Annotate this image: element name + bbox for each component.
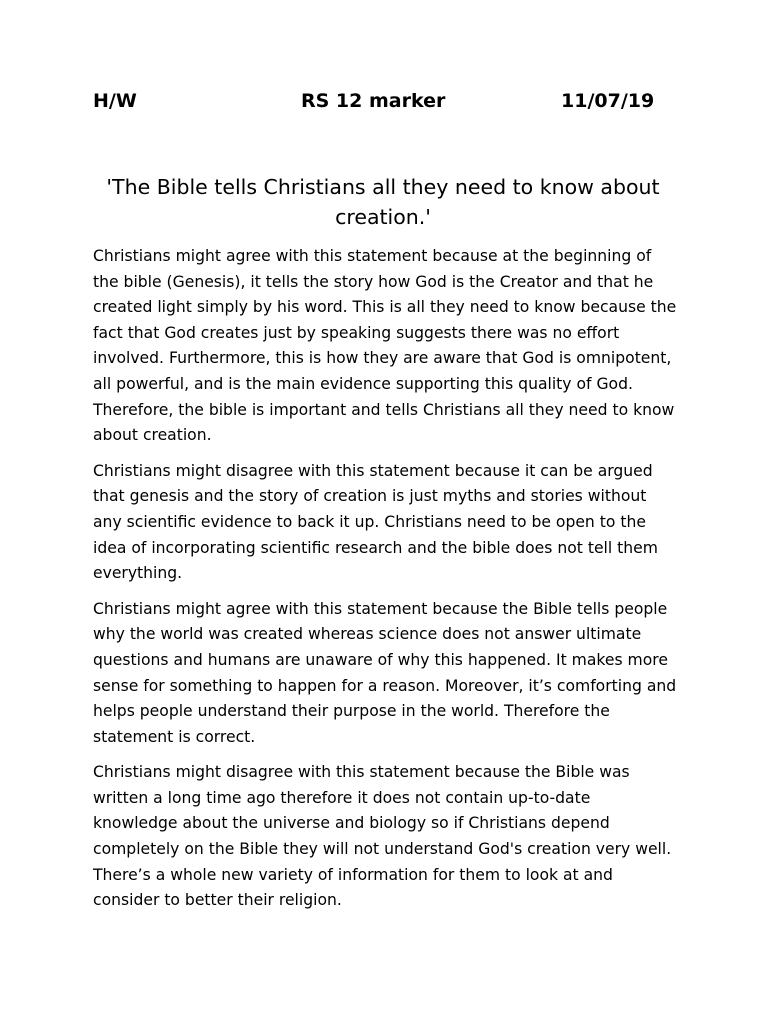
paragraph-disagree-science: Christians might disagree with this statement because it can be argued that genesis and the story of creation is just myths and stories without any scientific evidence to back it up. Christians need to be open to the idea of incorporating scientific research and the bible does not tell them everything. (93, 461, 658, 583)
paragraph-agree-genesis: Christians might agree with this statement because at the beginning of the bible (Genesis), it tells the story how God is the Creator and that he created light simply by his word. This is all they need to know because the fact that God creates just by speaking suggests there was no effort involved. Furthermore, this is how they are aware that God is omnipotent, all powerful, and is the main evidence supporting this quality of God. Therefore, the bible is important and tells Christians all they need to know about creation. (93, 247, 677, 445)
paragraph-agree-purpose: Christians might agree with this statement because the Bible tells people why the world was created whereas science does not answer ultimate questions and humans are unaware of why this happened. It makes more sense for something to happen for a reason. Moreover, it’s comforting and helps people understand their purpose in the world. Therefore the statement is correct. (93, 599, 677, 746)
homework-label: H/W (93, 90, 137, 112)
assignment-label: RS 12 marker (301, 90, 446, 112)
document-header (93, 90, 673, 120)
paragraph-disagree-outdated: Christians might disagree with this statement because the Bible was written a long time ago therefore it does not contain up-to-date knowledge about the universe and biology so if Christians depend completely on the Bible they will not understand God's creation very well. There’s a whole new variety of information for them to look at and consider to better their religion. (93, 763, 672, 910)
essay-body (93, 244, 677, 924)
date-label: 11/07/19 (561, 90, 655, 112)
essay-title: 'The Bible tells Christians all they need to know about creation.' (106, 175, 660, 229)
